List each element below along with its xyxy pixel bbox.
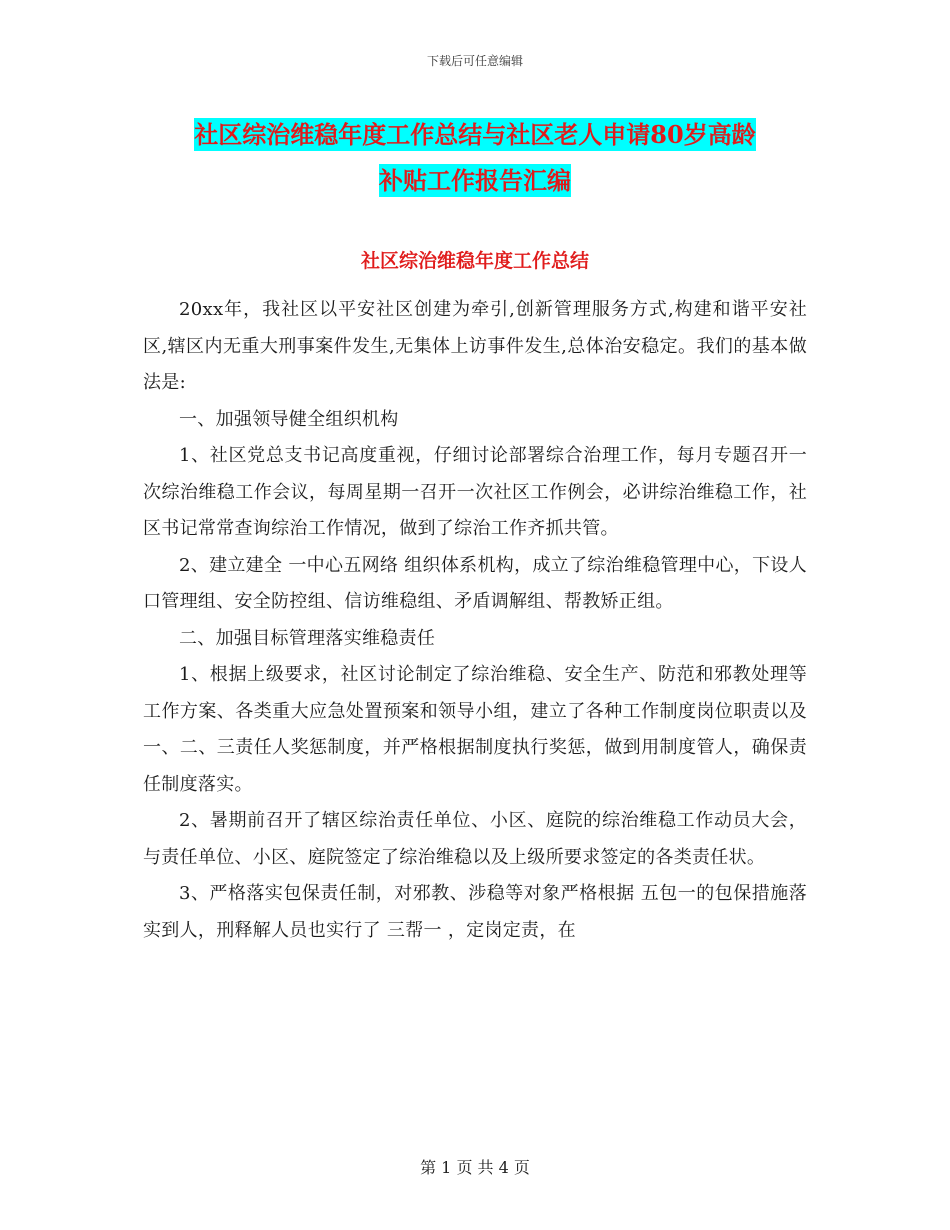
document-title xyxy=(140,112,810,204)
page-number: 第 1 页 共 4 页 xyxy=(420,1158,530,1177)
paragraph: 1、根据上级要求，社区讨论制定了综治维稳、安全生产、防范和邪教处理等工作方案、各类重大应急处置预案和领导小组，建立了各种工作制度岗位职责以及一、二、三责任人奖惩制度，并严格根据制度执行奖惩，做到用制度管人，确保责任制度落实。 xyxy=(143,664,807,795)
paragraph: 一、加强领导健全组织机构 xyxy=(179,408,399,430)
document-body xyxy=(143,292,807,949)
paragraph: 2、暑期前召开了辖区综治责任单位、小区、庭院的综治维稳工作动员大会，与责任单位、小区、庭院签定了综治维稳以及上级所要求签定的各类责任状。 xyxy=(143,810,807,868)
section-title: 社区综治维稳年度工作总结 xyxy=(360,250,589,272)
paragraph: 3、严格落实包保责任制，对邪教、涉稳等对象严格根据 五包一的包保措施落实到人，刑释解人员也实行了 三帮一 ，定岗定责，在 xyxy=(143,883,807,941)
paragraph: 2、建立建全 一中心五网络 组织体系机构，成立了综治维稳管理中心，下设人口管理组、安全防控组、信访维稳组、矛盾调解组、帮教矫正组。 xyxy=(143,554,807,612)
paragraph: 20xx年，我社区以平安社区创建为牵引,创新管理服务方式,构建和谐平安社区,辖区内无重大刑事案件发生,无集体上访事件发生,总体治安稳定。我们的基本做法是: xyxy=(143,299,807,393)
document-title-line-1: 社区综治维稳年度工作总结与社区老人申请80岁高龄 xyxy=(194,120,756,149)
paragraph: 二、加强目标管理落实维稳责任 xyxy=(179,627,436,649)
document-title-line-2: 补贴工作报告汇编 xyxy=(379,166,571,195)
paragraph: 1、社区党总支书记高度重视，仔细讨论部署综合治理工作，每月专题召开一次综治维稳工作会议，每周星期一召开一次社区工作例会，必讲综治维稳工作，社区书记常常查询综治工作情况，做到了综治工作齐抓共管。 xyxy=(143,445,807,539)
page-header-note: 下载后可任意编辑 xyxy=(426,54,523,68)
